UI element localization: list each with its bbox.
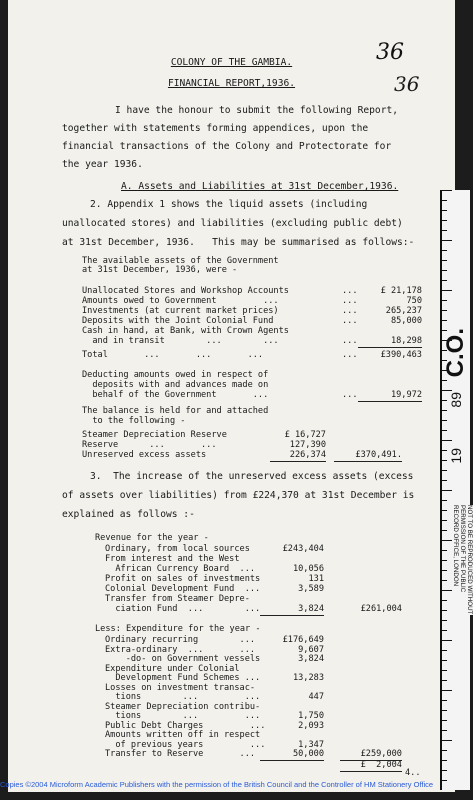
ruler-tick (442, 500, 447, 501)
ruler-tick (442, 230, 447, 231)
balance-amount: 226,374 (270, 450, 326, 462)
ruler-tick (442, 520, 447, 521)
ruler-tick (442, 210, 447, 211)
archive-stamp-piece: 19 (448, 448, 464, 464)
ruler-tick (442, 490, 452, 491)
ruler-tick (442, 430, 447, 431)
revenue-label: ciation Fund ... ... (105, 604, 261, 614)
para2-line-1: 2. Appendix 1 shows the liquid assets (including (90, 199, 368, 210)
asset-label: Amounts owed to Government ... (82, 296, 279, 306)
assets-intro-1: The available assets of the Government (82, 256, 279, 266)
ruler-tick (442, 240, 452, 241)
ruler-tick (442, 300, 447, 301)
asset-label: Investments (at current market prices) (82, 306, 279, 316)
intro-line-1: I have the honour to submit the following Report, (115, 105, 399, 116)
asset-label: Cash in hand, at Bank, with Crown Agents (82, 326, 289, 336)
para2-line-3: at 31st December, 1936. This may be summarised as follows:- (62, 237, 415, 248)
revenue-amount: 3,824 (260, 604, 324, 616)
revenue-label: Colonial Development Fund ... (105, 584, 261, 594)
deduct-dots: ... (342, 390, 358, 400)
revenue-amount: £243,404 (282, 544, 324, 554)
assets-intro-2: at 31st December, 1936, were - (82, 265, 238, 275)
balance-total: £370,491. (334, 450, 402, 462)
expenditure-label: Public Debt Charges ... (105, 720, 266, 731)
expenditure-amount: 447 (308, 692, 324, 702)
ruler-tick (442, 660, 447, 661)
expenditure-label: Extra-ordinary ... ... (105, 644, 256, 655)
revenue-label: Ordinary, from local sources (105, 544, 250, 554)
deduct-label: Deducting amounts owed in respect of (82, 370, 269, 380)
ruler-tick (442, 250, 447, 251)
total-label: Total ... ... ... (82, 350, 264, 360)
revenue-amount: 3,589 (298, 584, 324, 594)
balance-label: Steamer Depreciation Reserve (82, 430, 227, 440)
balance-label: Unreserved excess assets (82, 450, 207, 460)
ruler-tick (442, 760, 447, 761)
archive-stamp-box: 89 (448, 392, 464, 408)
expenditure-amount: 13,283 (292, 673, 324, 683)
para2-line-2: unallocated stores) and liabilities (excluding public debt) (62, 218, 403, 229)
intro-line-3: financial transactions of the Colony and Protectorate for (62, 141, 392, 152)
expenditure-label: Development Fund Schemes ... (105, 673, 261, 683)
asset-amount: 750 (406, 296, 422, 306)
ruler-tick (442, 450, 447, 451)
total-amount: £390,463 (380, 350, 422, 360)
balance-label: Reserve ... ... (82, 440, 217, 450)
revenue-label: Transfer from Steamer Depre- (105, 594, 250, 604)
ruler-tick (442, 530, 447, 531)
ruler-tick (442, 510, 447, 511)
balance-intro: to the following - (82, 416, 186, 426)
expenditure-amount: 50,000 (260, 749, 324, 761)
ruler-tick (442, 420, 447, 421)
ruler-tick (442, 600, 447, 601)
ruler-tick (442, 650, 447, 651)
next-page-marker: 4.. (405, 767, 421, 778)
asset-dots: ... (342, 306, 358, 316)
para3-line-1: 3. The increase of the unreserved excess assets (excess (90, 471, 414, 482)
expenditure-label: tions ... ... (105, 692, 261, 702)
section-a-heading: A. Assets and Liabilities at 31st December,1936. (121, 181, 399, 192)
ruler-tick (442, 570, 447, 571)
ruler-tick (442, 560, 447, 561)
ruler-tick (442, 590, 452, 591)
folio-number-bottom: 36 (394, 72, 420, 96)
asset-dots: ... (342, 316, 358, 326)
expenditure-amount: 2,093 (298, 720, 324, 731)
ruler-tick (442, 480, 447, 481)
microform-copyright-footer: Copies ©2004 Microform Academic Publishers with the permission of the British Council and the Controller of HM Stationery Office (0, 780, 434, 789)
ruler-tick (442, 290, 452, 291)
ruler-tick (442, 380, 447, 381)
total-dots: ... (342, 350, 358, 360)
ruler-tick (442, 610, 447, 611)
expenditure-amount: £176,649 (282, 635, 324, 645)
deduct-label: behalf of the Government ... (82, 390, 269, 400)
expenditure-total: £259,000 (340, 749, 402, 761)
ruler-tick (442, 190, 452, 191)
ruler-tick (442, 640, 452, 641)
balance-amount: £ 16,727 (284, 430, 326, 440)
ruler-tick (442, 690, 452, 691)
expenditure-label: Ordinary recurring ... (105, 635, 256, 645)
ruler-tick (442, 740, 452, 741)
revenue-amount: 10,056 (292, 564, 324, 574)
ruler-tick (442, 200, 447, 201)
archive-permission-notice: NOT TO BE REPRODUCED WITHOUT PERMISSION OF THE PUBLIC RECORD OFFICE, LONDON (452, 505, 473, 615)
ruler-tick (442, 770, 447, 771)
expenditure-label: Steamer Depreciation contribu- (105, 701, 261, 712)
ruler-tick (442, 630, 447, 631)
ruler-tick (442, 410, 447, 411)
expenditure-label: Expenditure under Colonial (105, 663, 240, 674)
expenditure-label: of previous years ... (105, 739, 266, 750)
asset-label: Deposits with the Joint Colonial Fund (82, 316, 274, 326)
ruler-tick (442, 320, 447, 321)
asset-label: Unallocated Stores and Workshop Accounts (82, 286, 289, 296)
expenditure-label: Transfer to Reserve ... (105, 749, 256, 759)
ruler-tick (442, 670, 447, 671)
ruler-tick (442, 750, 447, 751)
revenue-heading: Revenue for the year - (95, 533, 209, 543)
ruler-tick (442, 730, 447, 731)
intro-line-4: the year 1936. (62, 159, 143, 170)
expenditure-label: Losses on investment transac- (105, 682, 256, 693)
ruler-tick (442, 220, 447, 221)
expenditure-amount: 9,607 (298, 644, 324, 655)
intro-line-2: together with statements forming appendices, upon the (62, 123, 369, 134)
deduct-amount: 19,972 (358, 390, 422, 402)
revenue-total: £261,004 (360, 604, 402, 614)
expenditure-heading: Less: Expenditure for the year - (95, 624, 261, 634)
ruler-tick (442, 580, 447, 581)
balance-amount: 127,390 (289, 440, 326, 450)
revenue-amount: 131 (308, 574, 324, 584)
ruler-tick (442, 710, 447, 711)
asset-amount: 85,000 (390, 316, 422, 326)
ruler-tick (442, 260, 447, 261)
expenditure-amount: 1,750 (298, 711, 324, 721)
para3-line-3: explained as follows :- (62, 509, 195, 520)
ruler-tick (442, 620, 447, 621)
folio-number-top: 36 (376, 40, 404, 65)
asset-label: and in transit ... ... (82, 336, 279, 346)
expenditure-label: -do- on Government vessels (105, 654, 261, 664)
report-subtitle: FINANCIAL REPORT,1936. (167, 78, 296, 89)
archive-stamp-co: C.O. (442, 328, 469, 378)
balance-intro: The balance is held for and attached (82, 406, 269, 416)
ruler-tick (442, 540, 452, 541)
revenue-label: Profit on sales of investments (105, 574, 261, 584)
revenue-label: From interest and the West (105, 554, 240, 564)
report-title: COLONY OF THE GAMBIA. (170, 57, 293, 68)
ruler-tick (442, 680, 447, 681)
asset-dots: ... (342, 296, 358, 306)
expenditure-amount: 1,347 (298, 739, 324, 750)
ruler-tick (442, 280, 447, 281)
expenditure-label: tions ... ... (105, 711, 261, 721)
ruler-tick (442, 700, 447, 701)
expenditure-label: Amounts written off in respect (105, 730, 261, 740)
expenditure-amount: 3,824 (298, 654, 324, 664)
asset-dots: ... (342, 336, 358, 346)
para3-line-2: of assets over liabilities) from £224,370 at 31st December is (62, 490, 415, 501)
ruler-tick (442, 440, 452, 441)
ruler-tick (442, 310, 447, 311)
deduct-label: deposits with and advances made on (82, 380, 269, 390)
asset-dots: ... (342, 286, 358, 296)
ruler-tick (442, 550, 447, 551)
ruler-tick (442, 470, 447, 471)
revenue-label: African Currency Board ... (105, 564, 256, 574)
ruler-tick (442, 460, 447, 461)
ruler-tick (442, 400, 447, 401)
archive-ruler (440, 190, 470, 790)
net-increase: £ 2,004 (340, 760, 402, 772)
ruler-tick (442, 270, 447, 271)
asset-amount: 18,298 (358, 336, 422, 348)
asset-amount: £ 21,178 (380, 286, 422, 296)
ruler-tick (442, 720, 447, 721)
asset-amount: 265,237 (385, 306, 422, 316)
